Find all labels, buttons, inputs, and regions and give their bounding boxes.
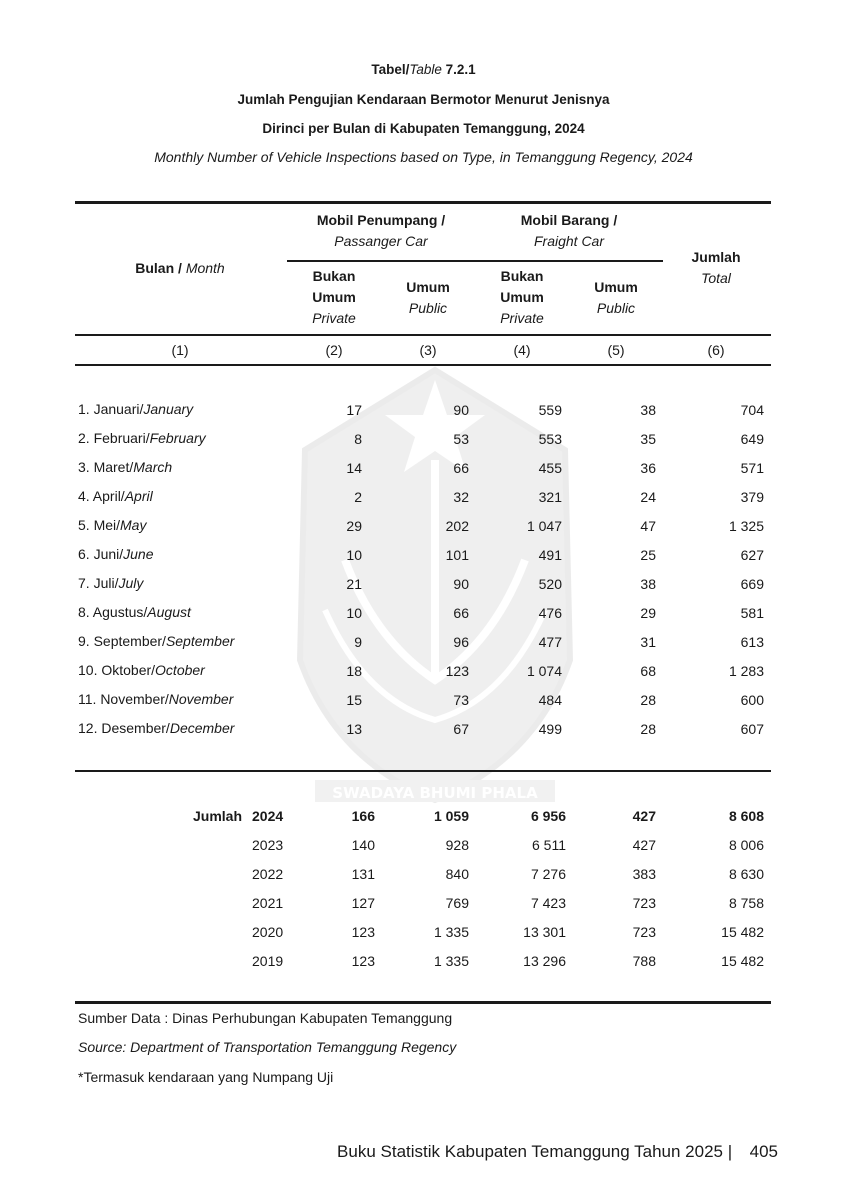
header-bottom-rule — [75, 334, 771, 336]
month-cell: 31 — [640, 634, 656, 650]
total-cell: 1 335 — [433, 953, 469, 969]
month-label-id: 7. Juli/ — [78, 575, 119, 591]
month-label-en: April — [124, 488, 153, 504]
total-cell: 928 — [445, 837, 469, 853]
total-cell: 8 608 — [728, 808, 764, 824]
month-cell: 8 — [354, 431, 362, 447]
month-label-en: July — [118, 575, 144, 591]
month-cell: 484 — [538, 692, 562, 708]
month-cell: 607 — [740, 721, 764, 737]
month-cell: 13 — [346, 721, 362, 737]
month-label-en: October — [155, 662, 205, 678]
month-cell: 649 — [740, 431, 764, 447]
month-cell: 38 — [640, 576, 656, 592]
month-cell: 559 — [538, 402, 562, 418]
month-label — [78, 428, 206, 448]
col-number-1: (1) — [171, 342, 189, 358]
month-label-id: 10. Oktober/ — [78, 662, 156, 678]
month-label — [78, 457, 172, 477]
month-cell: 669 — [740, 576, 764, 592]
month-cell: 1 047 — [526, 518, 562, 534]
table-top-rule — [75, 201, 771, 204]
total-cell: 427 — [632, 837, 656, 853]
month-label-id: 12. Desember/ — [78, 720, 170, 736]
totals-label: Jumlah — [192, 808, 242, 824]
month-cell: 520 — [538, 576, 562, 592]
total-cell: 15 482 — [721, 924, 764, 940]
month-label-id: 6. Juni/ — [78, 546, 124, 562]
month-cell: 96 — [453, 634, 469, 650]
month-label — [78, 544, 154, 564]
total-cell: 723 — [632, 895, 656, 911]
month-cell: 2 — [354, 489, 362, 505]
header-freight-car: Mobil Barang / Fraight Car — [520, 212, 618, 249]
header-month: Bulan / Month — [135, 260, 225, 276]
header-passenger-car: Mobil Penumpang / Passanger Car — [316, 212, 446, 249]
month-cell: 455 — [538, 460, 562, 476]
title-line-en: Monthly Number of Vehicle Inspections based on Type, in Temanggung Regency, 2024 — [154, 149, 693, 165]
month-cell: 28 — [640, 721, 656, 737]
month-cell: 73 — [453, 692, 469, 708]
month-label-en: September — [165, 633, 235, 649]
total-cell: 123 — [351, 924, 375, 940]
header-passenger-public: Umum Public — [406, 279, 450, 316]
month-cell: 1 283 — [728, 663, 764, 679]
month-cell: 38 — [640, 402, 656, 418]
month-cell: 90 — [453, 402, 469, 418]
header-group-rule — [287, 260, 663, 262]
month-cell: 17 — [346, 402, 362, 418]
table-prefix: Tabel/ — [371, 62, 410, 77]
month-label — [78, 660, 205, 680]
month-cell: 35 — [640, 431, 656, 447]
month-cell: 90 — [453, 576, 469, 592]
page-footer — [300, 1142, 778, 1162]
month-label — [78, 399, 193, 419]
month-label — [78, 718, 234, 738]
total-cell: 8 758 — [728, 895, 764, 911]
month-label-en: January — [143, 401, 194, 417]
month-cell: 123 — [445, 663, 469, 679]
footer-separator: | — [727, 1142, 733, 1161]
month-label — [78, 631, 234, 651]
month-label-en: August — [147, 604, 191, 620]
total-cell: 7 423 — [530, 895, 566, 911]
month-label-en: November — [168, 691, 234, 707]
month-label — [78, 602, 191, 622]
month-cell: 68 — [640, 663, 656, 679]
month-cell: 32 — [453, 489, 469, 505]
month-cell: 9 — [354, 634, 362, 650]
total-cell: 8 630 — [728, 866, 764, 882]
book-title: Buku Statistik Kabupaten Temanggung Tahun 2025 — [337, 1142, 723, 1161]
month-label-id: 1. Januari/ — [78, 401, 144, 417]
col-number-4: (4) — [513, 342, 531, 358]
total-year: 2020 — [252, 924, 284, 940]
col-number-2: (2) — [325, 342, 343, 358]
table-bottom-rule — [75, 1001, 771, 1004]
month-cell: 66 — [453, 605, 469, 621]
total-year: 2019 — [252, 953, 284, 969]
total-year: 2024 — [252, 808, 284, 824]
month-label — [78, 689, 233, 709]
month-cell: 24 — [640, 489, 656, 505]
month-cell: 321 — [538, 489, 562, 505]
month-cell: 101 — [445, 547, 469, 563]
col-number-6: (6) — [707, 342, 725, 358]
col-number-5: (5) — [607, 342, 625, 358]
title-line-1: Jumlah Pengujian Kendaraan Bermotor Menurut Jenisnya — [237, 92, 610, 107]
month-cell: 627 — [740, 547, 764, 563]
total-cell: 166 — [351, 808, 375, 824]
month-cell: 553 — [538, 431, 562, 447]
month-cell: 1 074 — [526, 663, 562, 679]
total-cell: 769 — [445, 895, 469, 911]
month-label — [78, 573, 143, 593]
month-label-en: February — [149, 430, 206, 446]
month-cell: 14 — [346, 460, 362, 476]
month-cell: 477 — [538, 634, 562, 650]
month-cell: 15 — [346, 692, 362, 708]
col-number-3: (3) — [419, 342, 437, 358]
month-cell: 25 — [640, 547, 656, 563]
total-cell: 13 301 — [523, 924, 566, 940]
month-label-id: 5. Mei/ — [78, 517, 121, 533]
total-cell: 788 — [632, 953, 656, 969]
total-cell: 123 — [351, 953, 375, 969]
total-cell: 6 956 — [530, 808, 566, 824]
total-year: 2021 — [252, 895, 284, 911]
month-cell: 28 — [640, 692, 656, 708]
month-label-id: 2. Februari/ — [78, 430, 150, 446]
month-cell: 571 — [740, 460, 764, 476]
month-cell: 491 — [538, 547, 562, 563]
total-cell: 127 — [351, 895, 375, 911]
month-cell: 21 — [346, 576, 362, 592]
month-cell: 704 — [740, 402, 764, 418]
month-label-id: 9. September/ — [78, 633, 166, 649]
table-prefix-en: Table — [409, 62, 442, 77]
table-number: 7.2.1 — [445, 62, 476, 77]
source-en: Source: Department of Transportation Temanggung Regency — [78, 1039, 457, 1055]
month-cell: 600 — [740, 692, 764, 708]
month-label — [78, 515, 146, 535]
total-cell: 6 511 — [532, 837, 566, 853]
total-cell: 13 296 — [523, 953, 566, 969]
month-cell: 66 — [453, 460, 469, 476]
header-freight-public: Umum Public — [594, 279, 638, 316]
month-label-id: 4. April/ — [78, 488, 125, 504]
month-label-en: June — [123, 546, 154, 562]
source-id: Sumber Data : Dinas Perhubungan Kabupaten Temanggung — [78, 1010, 453, 1026]
footnote: *Termasuk kendaraan yang Numpang Uji — [78, 1069, 334, 1085]
header-passenger-private: Bukan Umum Private — [312, 268, 356, 326]
month-cell: 53 — [453, 431, 469, 447]
month-cell: 202 — [445, 518, 469, 534]
month-cell: 18 — [346, 663, 362, 679]
month-cell: 29 — [640, 605, 656, 621]
total-cell: 840 — [445, 866, 469, 882]
month-cell: 29 — [346, 518, 362, 534]
header-freight-private: Bukan Umum Private — [500, 268, 544, 326]
title-line-2: Dirinci per Bulan di Kabupaten Temanggung, 2024 — [262, 121, 585, 136]
total-cell: 383 — [632, 866, 656, 882]
month-label — [78, 486, 153, 506]
total-year: 2022 — [252, 866, 284, 882]
month-label-id: 8. Agustus/ — [78, 604, 148, 620]
month-label-en: March — [133, 459, 173, 475]
months-bottom-rule — [75, 770, 771, 772]
month-cell: 10 — [346, 547, 362, 563]
total-cell: 1 335 — [433, 924, 469, 940]
month-cell: 499 — [538, 721, 562, 737]
month-cell: 613 — [740, 634, 764, 650]
month-label-id: 3. Maret/ — [78, 459, 134, 475]
month-cell: 10 — [346, 605, 362, 621]
col-number-rule — [75, 364, 771, 366]
month-cell: 47 — [640, 518, 656, 534]
total-cell: 131 — [351, 866, 375, 882]
total-cell: 15 482 — [721, 953, 764, 969]
total-cell: 723 — [632, 924, 656, 940]
page-number: 405 — [749, 1142, 778, 1161]
month-label-en: December — [169, 720, 235, 736]
month-cell: 67 — [453, 721, 469, 737]
month-cell: 581 — [740, 605, 764, 621]
month-label-id: 11. November/ — [78, 691, 169, 707]
header-total: Jumlah Total — [691, 249, 741, 286]
total-cell: 140 — [351, 837, 375, 853]
table-title — [0, 62, 847, 77]
month-cell: 379 — [740, 489, 764, 505]
total-cell: 427 — [632, 808, 656, 824]
month-cell: 476 — [538, 605, 562, 621]
emblem-motto-1: SWADAYA BHUMI PHALA — [332, 784, 538, 802]
month-cell: 36 — [640, 460, 656, 476]
total-cell: 1 059 — [433, 808, 469, 824]
total-cell: 7 276 — [530, 866, 566, 882]
total-cell: 8 006 — [728, 837, 764, 853]
month-label-en: May — [120, 517, 147, 533]
month-cell: 1 325 — [728, 518, 764, 534]
total-year: 2023 — [252, 837, 284, 853]
